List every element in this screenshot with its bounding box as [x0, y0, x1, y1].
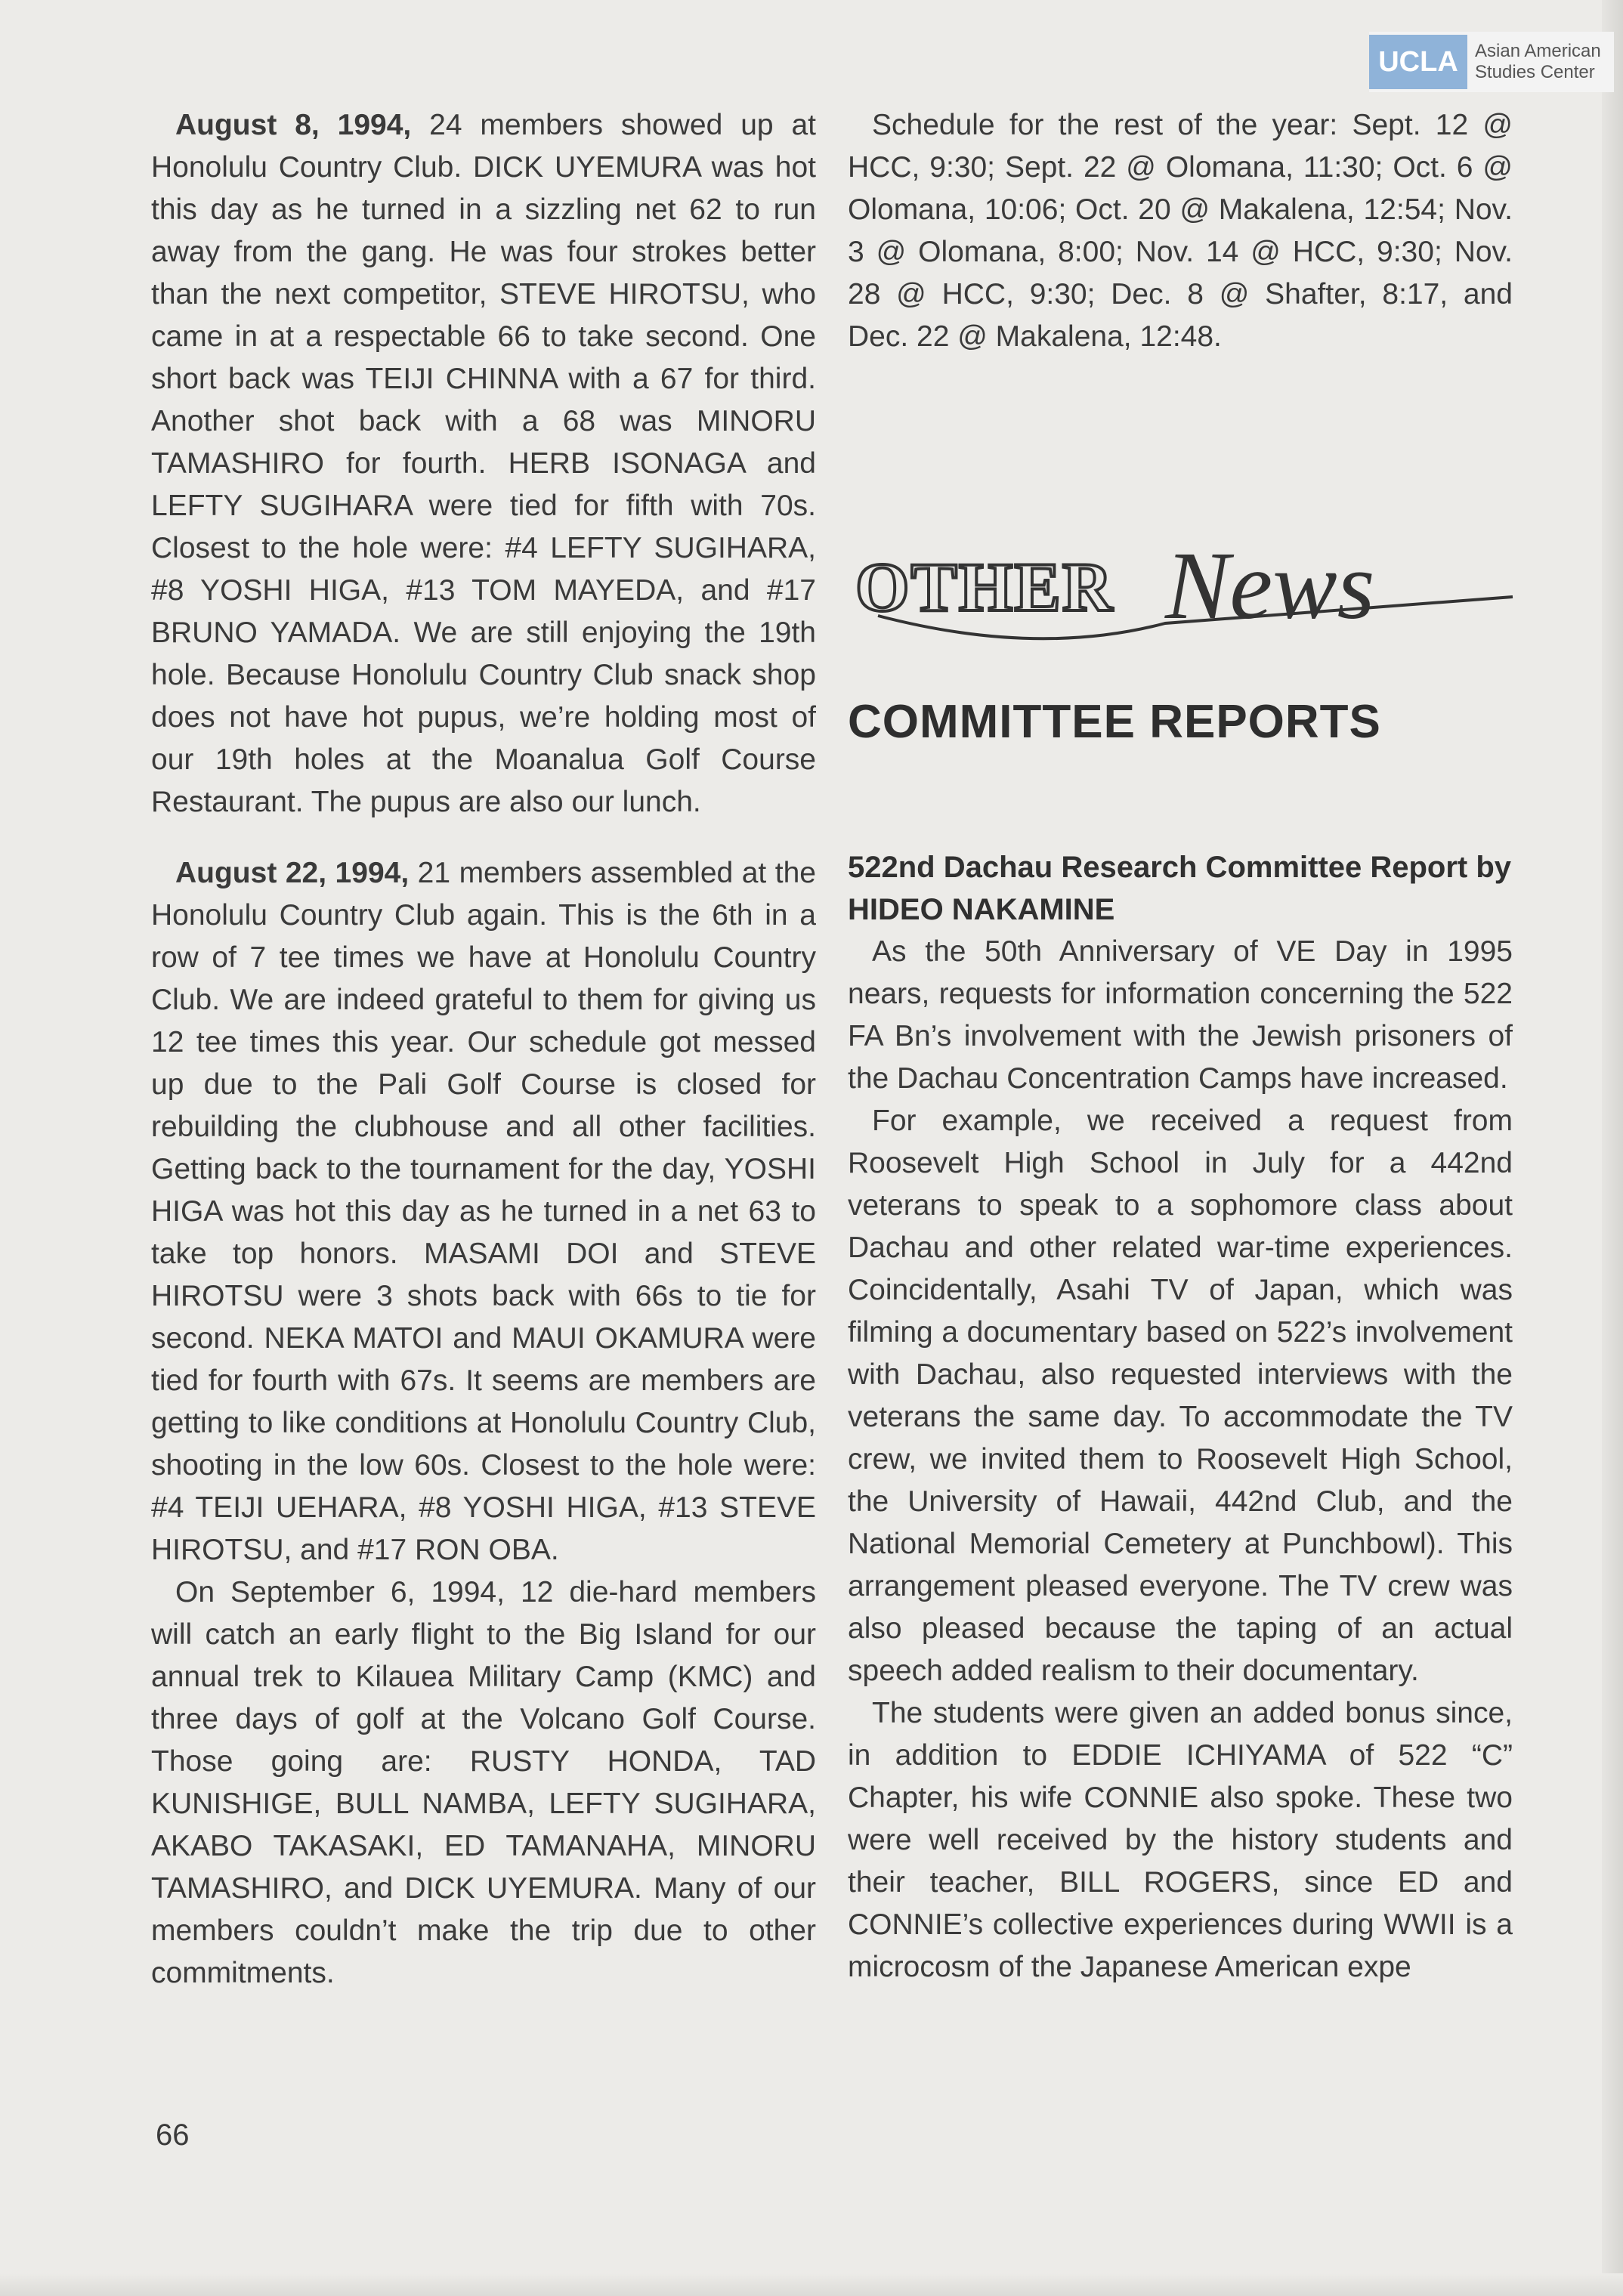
page-number: 66 [156, 2118, 190, 2152]
left-column [151, 104, 816, 1995]
schedule-paragraph: Schedule for the rest of the year: Sept. 12 @ HCC, 9:30; Sept. 22 @ Olomana, 11:30; Oct. 6 @ Olomana, 10:06; Oct. 20 @ Makalena, 12:54; Nov. 3 @ Olomana, 8:00; Nov. 14 @ HCC, 9:30; Nov. 28 @ HCC, 9:30; Dec. 8 @ Shafter, 8:17, and Dec. 22 @ Makalena, 12:48. [848, 109, 1513, 353]
date-lead-aug-22: August 22, 1994, [175, 857, 410, 889]
other-news-logo [848, 521, 1520, 650]
date-lead-aug-8: August 8, 1994, [175, 109, 412, 141]
golf-report-aug-22-text: 21 members assembled at the Honolulu Country Club again. This is the 6th in a row of 7 tee times we have at Honolulu Country Club. We are indeed grateful to them for giving us 12 tee times this year. Our schedule got messed up due to the Pali Golf Course is closed for rebuilding the clubhouse and all other facilities. Getting back to the tournament for the day, YOSHI HIGA was hot this day as he turned in a net 63 to take top honors. MASAMI DOI and STEVE HIROTSU were 3 shots back with 66s to tie for second. NEKA MATOI and MAUI OKAMURA were tied for fourth with 67s. It seems are members are getting to like conditions at Honolulu Country Club, shooting in the low 60s. Closest to the hole were: #4 TEIJI UEHARA, #8 YOSHI HIGA, #13 STEVE HIROTSU, and #17 RON OBA. [151, 857, 816, 1566]
ucla-aasc-badge [1369, 32, 1614, 92]
page-edge [1602, 0, 1623, 2296]
page-bottom-shadow [0, 2273, 1623, 2296]
logo-word-news: News [1165, 532, 1375, 639]
ucla-logo: UCLA [1369, 35, 1467, 89]
badge-line-1: Asian American [1475, 41, 1601, 61]
logo-word-other: OTHER [855, 549, 1114, 626]
report-paragraph-2: For example, we received a request from Roosevelt High School in July for a 442nd veterans to speak to a sophomore class about Dachau and other related war-time experiences. Coincidentally, Asahi TV of Japan, which was filming a documentary based on 522’s involvement with Dachau, also requested interviews with the veterans the same day. To accommodate the TV crew, we invited them to Roosevelt High School, the University of Hawaii, 442nd Club, and the National Memorial Cemetery at Punchbowl). This arrangement pleased everyone. The TV crew was also pleased because the taping of an actual speech added realism to their documentary. [848, 1105, 1513, 1687]
right-column-top [848, 104, 1513, 358]
golf-trip-paragraph: On September 6, 1994, 12 die-hard members will catch an early flight to the Big Island for our annual trek to Kilauea Military Camp (KMC) and three days of golf at the Volcano Golf Course. Those going are: RUSTY HONDA, TAD KUNISHIGE, BULL NAMBA, LEFTY SUGIHARA, AKABO TAKASAKI, ED TAMANAHA, MINORU TAMASHIRO, and DICK UYEMURA. Many of our members couldn’t make the trip due to other commitments. [151, 1576, 816, 1989]
report-paragraph-1: As the 50th Anniversary of VE Day in 1995 nears, requests for information concerning the 522 FA Bn’s involvement with the Jewish prisoners of the Dachau Concentration Camps have increased. [848, 935, 1513, 1095]
report-paragraph-3: The students were given an added bonus since, in addition to EDDIE ICHIYAMA of 522 “C” Chapter, his wife CONNIE also spoke. These two were well received by the history students and their teacher, BILL ROGERS, since ED and CONNIE’s collective experiences during WWII is a microcosm of the Japanese American expe [848, 1697, 1513, 1983]
badge-line-2: Studies Center [1475, 62, 1595, 82]
golf-report-aug-22 [151, 852, 816, 1571]
section-heading: COMMITTEE REPORTS [848, 696, 1381, 748]
golf-report-aug-8 [151, 104, 816, 824]
report-body [848, 931, 1513, 1989]
badge-caption [1467, 41, 1601, 83]
report-title: 522nd Dachau Research Committee Report by HIDEO NAKAMINE [848, 851, 1512, 926]
golf-report-aug-8-text: 24 members showed up at Honolulu Country Club. DICK UYEMURA was hot this day as he turned in a sizzling net 62 to run away from the gang. He was four strokes better than the next competitor, STEVE HIROTSU, who came in at a respectable 66 to take second. One short back was TEIJI CHINNA with a 67 for third. Another shot back with a 68 was MINORU TAMASHIRO for fourth. HERB ISONAGA and LEFTY SUGIHARA were tied for fifth with 70s. Closest to the hole were: #4 LEFTY SUGIHARA, #8 YOSHI HIGA, #13 TOM MAYEDA, and #17 BRUNO YAMADA. We are still enjoying the 19th hole. Because Honolulu Country Club snack shop does not have hot pupus, we’re holding most of our 19th holes at the Moanalua Golf Course Restaurant. The pupus are also our lunch. [151, 109, 817, 818]
